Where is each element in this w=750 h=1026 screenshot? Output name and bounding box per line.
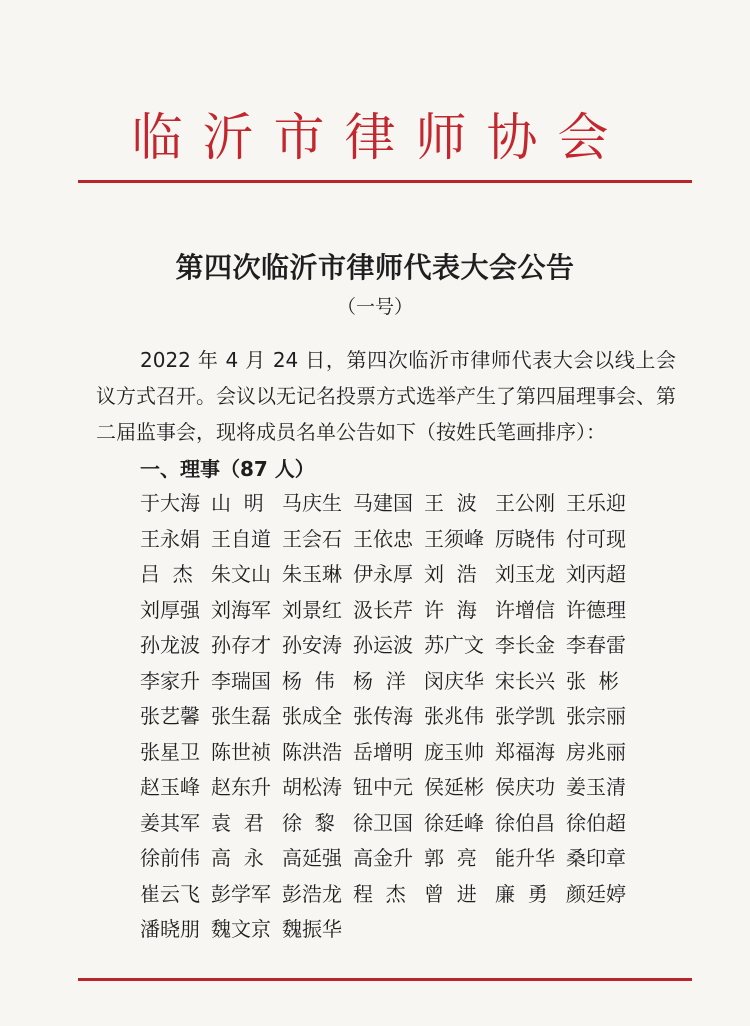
director-name: 孙存才 xyxy=(211,633,271,658)
director-name: 王永娟 xyxy=(140,526,200,551)
director-name: 郑福海 xyxy=(495,739,555,764)
director-name: 张学凯 xyxy=(495,704,555,729)
director-name: 山 明 xyxy=(211,491,264,516)
director-name: 吕 杰 xyxy=(140,562,193,587)
director-name: 王会石 xyxy=(282,526,342,551)
director-name: 侯延彬 xyxy=(424,775,484,800)
director-name: 侯庆功 xyxy=(495,775,555,800)
section-heading-directors: 一、理事（87 人） xyxy=(140,457,315,481)
director-name: 张成全 xyxy=(282,704,342,729)
director-name: 桑印章 xyxy=(566,846,626,871)
director-name: 孙安涛 xyxy=(282,633,342,658)
director-name: 曾 进 xyxy=(424,881,477,906)
director-name: 徐伯昌 xyxy=(495,810,555,835)
director-name: 刘厚强 xyxy=(140,597,200,622)
director-name: 庞玉帅 xyxy=(424,739,484,764)
director-name: 汲长芹 xyxy=(353,597,413,622)
director-name: 张宗丽 xyxy=(566,704,626,729)
director-name: 郭 亮 xyxy=(424,846,477,871)
director-name: 陈洪浩 xyxy=(282,739,342,764)
director-name: 王须峰 xyxy=(424,526,484,551)
director-name: 王公刚 xyxy=(495,491,555,516)
director-name: 袁 君 xyxy=(211,810,264,835)
director-name: 孙运波 xyxy=(353,633,413,658)
director-name: 房兆丽 xyxy=(566,739,626,764)
director-name: 朱文山 xyxy=(211,562,271,587)
director-name: 于大海 xyxy=(140,491,200,516)
director-name: 姜其军 xyxy=(140,810,200,835)
director-name: 崔云飞 xyxy=(140,881,200,906)
directors-name-list xyxy=(140,484,640,946)
director-name: 刘玉龙 xyxy=(495,562,555,587)
director-name: 李长金 xyxy=(495,633,555,658)
director-name: 赵东升 xyxy=(211,775,271,800)
announcement-body: 2022 年 4 月 24 日，第四次临沂市律师代表大会以线上会议方式召开。会议以无记名投票方式选举产生了第四届理事会、第二届监事会，现将成员名单公告如下（按姓氏笔画排序）： xyxy=(96,348,676,444)
director-name: 杨 洋 xyxy=(353,668,406,693)
director-name: 魏文京 xyxy=(211,917,271,942)
director-name: 李瑞国 xyxy=(211,668,271,693)
director-name: 许增信 xyxy=(495,597,555,622)
director-name: 彭浩龙 xyxy=(282,881,342,906)
director-name: 刘海军 xyxy=(211,597,271,622)
director-name: 胡松涛 xyxy=(282,775,342,800)
director-name: 张星卫 xyxy=(140,739,200,764)
director-name: 张传海 xyxy=(353,704,413,729)
director-name: 李家升 xyxy=(140,668,200,693)
director-name: 杨 伟 xyxy=(282,668,335,693)
director-name: 王自道 xyxy=(211,526,271,551)
director-name: 徐前伟 xyxy=(140,846,200,871)
director-name: 张兆伟 xyxy=(424,704,484,729)
director-name: 张生磊 xyxy=(211,704,271,729)
director-name: 马庆生 xyxy=(282,491,342,516)
director-name: 姜玉清 xyxy=(566,775,626,800)
announcement-title: 第四次临沂市律师代表大会公告 xyxy=(175,251,575,284)
footer-divider xyxy=(78,978,692,981)
director-name: 彭学军 xyxy=(211,881,271,906)
director-name: 刘丙超 xyxy=(566,562,626,587)
director-name: 程 杰 xyxy=(353,881,406,906)
director-name: 徐廷峰 xyxy=(424,810,484,835)
director-name: 能升华 xyxy=(495,846,555,871)
director-name: 赵玉峰 xyxy=(140,775,200,800)
director-name: 宋长兴 xyxy=(495,668,555,693)
director-name: 廉 勇 xyxy=(495,881,548,906)
director-name: 许 海 xyxy=(424,597,477,622)
director-name: 高金升 xyxy=(353,846,413,871)
director-name: 岳增明 xyxy=(353,739,413,764)
director-name: 王乐迎 xyxy=(566,491,626,516)
director-name: 朱玉琳 xyxy=(282,562,342,587)
director-name: 伊永厚 xyxy=(353,562,413,587)
announcement-number: （一号） xyxy=(336,296,413,318)
director-name: 张艺馨 xyxy=(140,704,200,729)
director-name: 厉晓伟 xyxy=(495,526,555,551)
director-name: 许德理 xyxy=(566,597,626,622)
director-name: 颜廷婷 xyxy=(566,881,626,906)
director-name: 魏振华 xyxy=(282,917,342,942)
director-name: 潘晓朋 xyxy=(140,917,200,942)
director-name: 徐伯超 xyxy=(566,810,626,835)
director-name: 王依忠 xyxy=(353,526,413,551)
director-name: 闵庆华 xyxy=(424,668,484,693)
director-name: 徐卫国 xyxy=(353,810,413,835)
director-name: 苏广文 xyxy=(424,633,484,658)
director-name: 钮中元 xyxy=(353,775,413,800)
director-name: 付可现 xyxy=(566,526,626,551)
director-name: 陈世祯 xyxy=(211,739,271,764)
director-name: 高 永 xyxy=(211,846,264,871)
director-name: 马建国 xyxy=(353,491,413,516)
director-name: 徐 黎 xyxy=(282,810,335,835)
director-name: 刘 浩 xyxy=(424,562,477,587)
organization-header: 临沂市律师协会 xyxy=(131,109,629,168)
director-name: 刘景红 xyxy=(282,597,342,622)
header-divider xyxy=(78,180,692,183)
director-name: 王 波 xyxy=(424,491,477,516)
director-name: 孙龙波 xyxy=(140,633,200,658)
director-name: 李春雷 xyxy=(566,633,626,658)
director-name: 高延强 xyxy=(282,846,342,871)
director-name: 张 彬 xyxy=(566,668,619,693)
